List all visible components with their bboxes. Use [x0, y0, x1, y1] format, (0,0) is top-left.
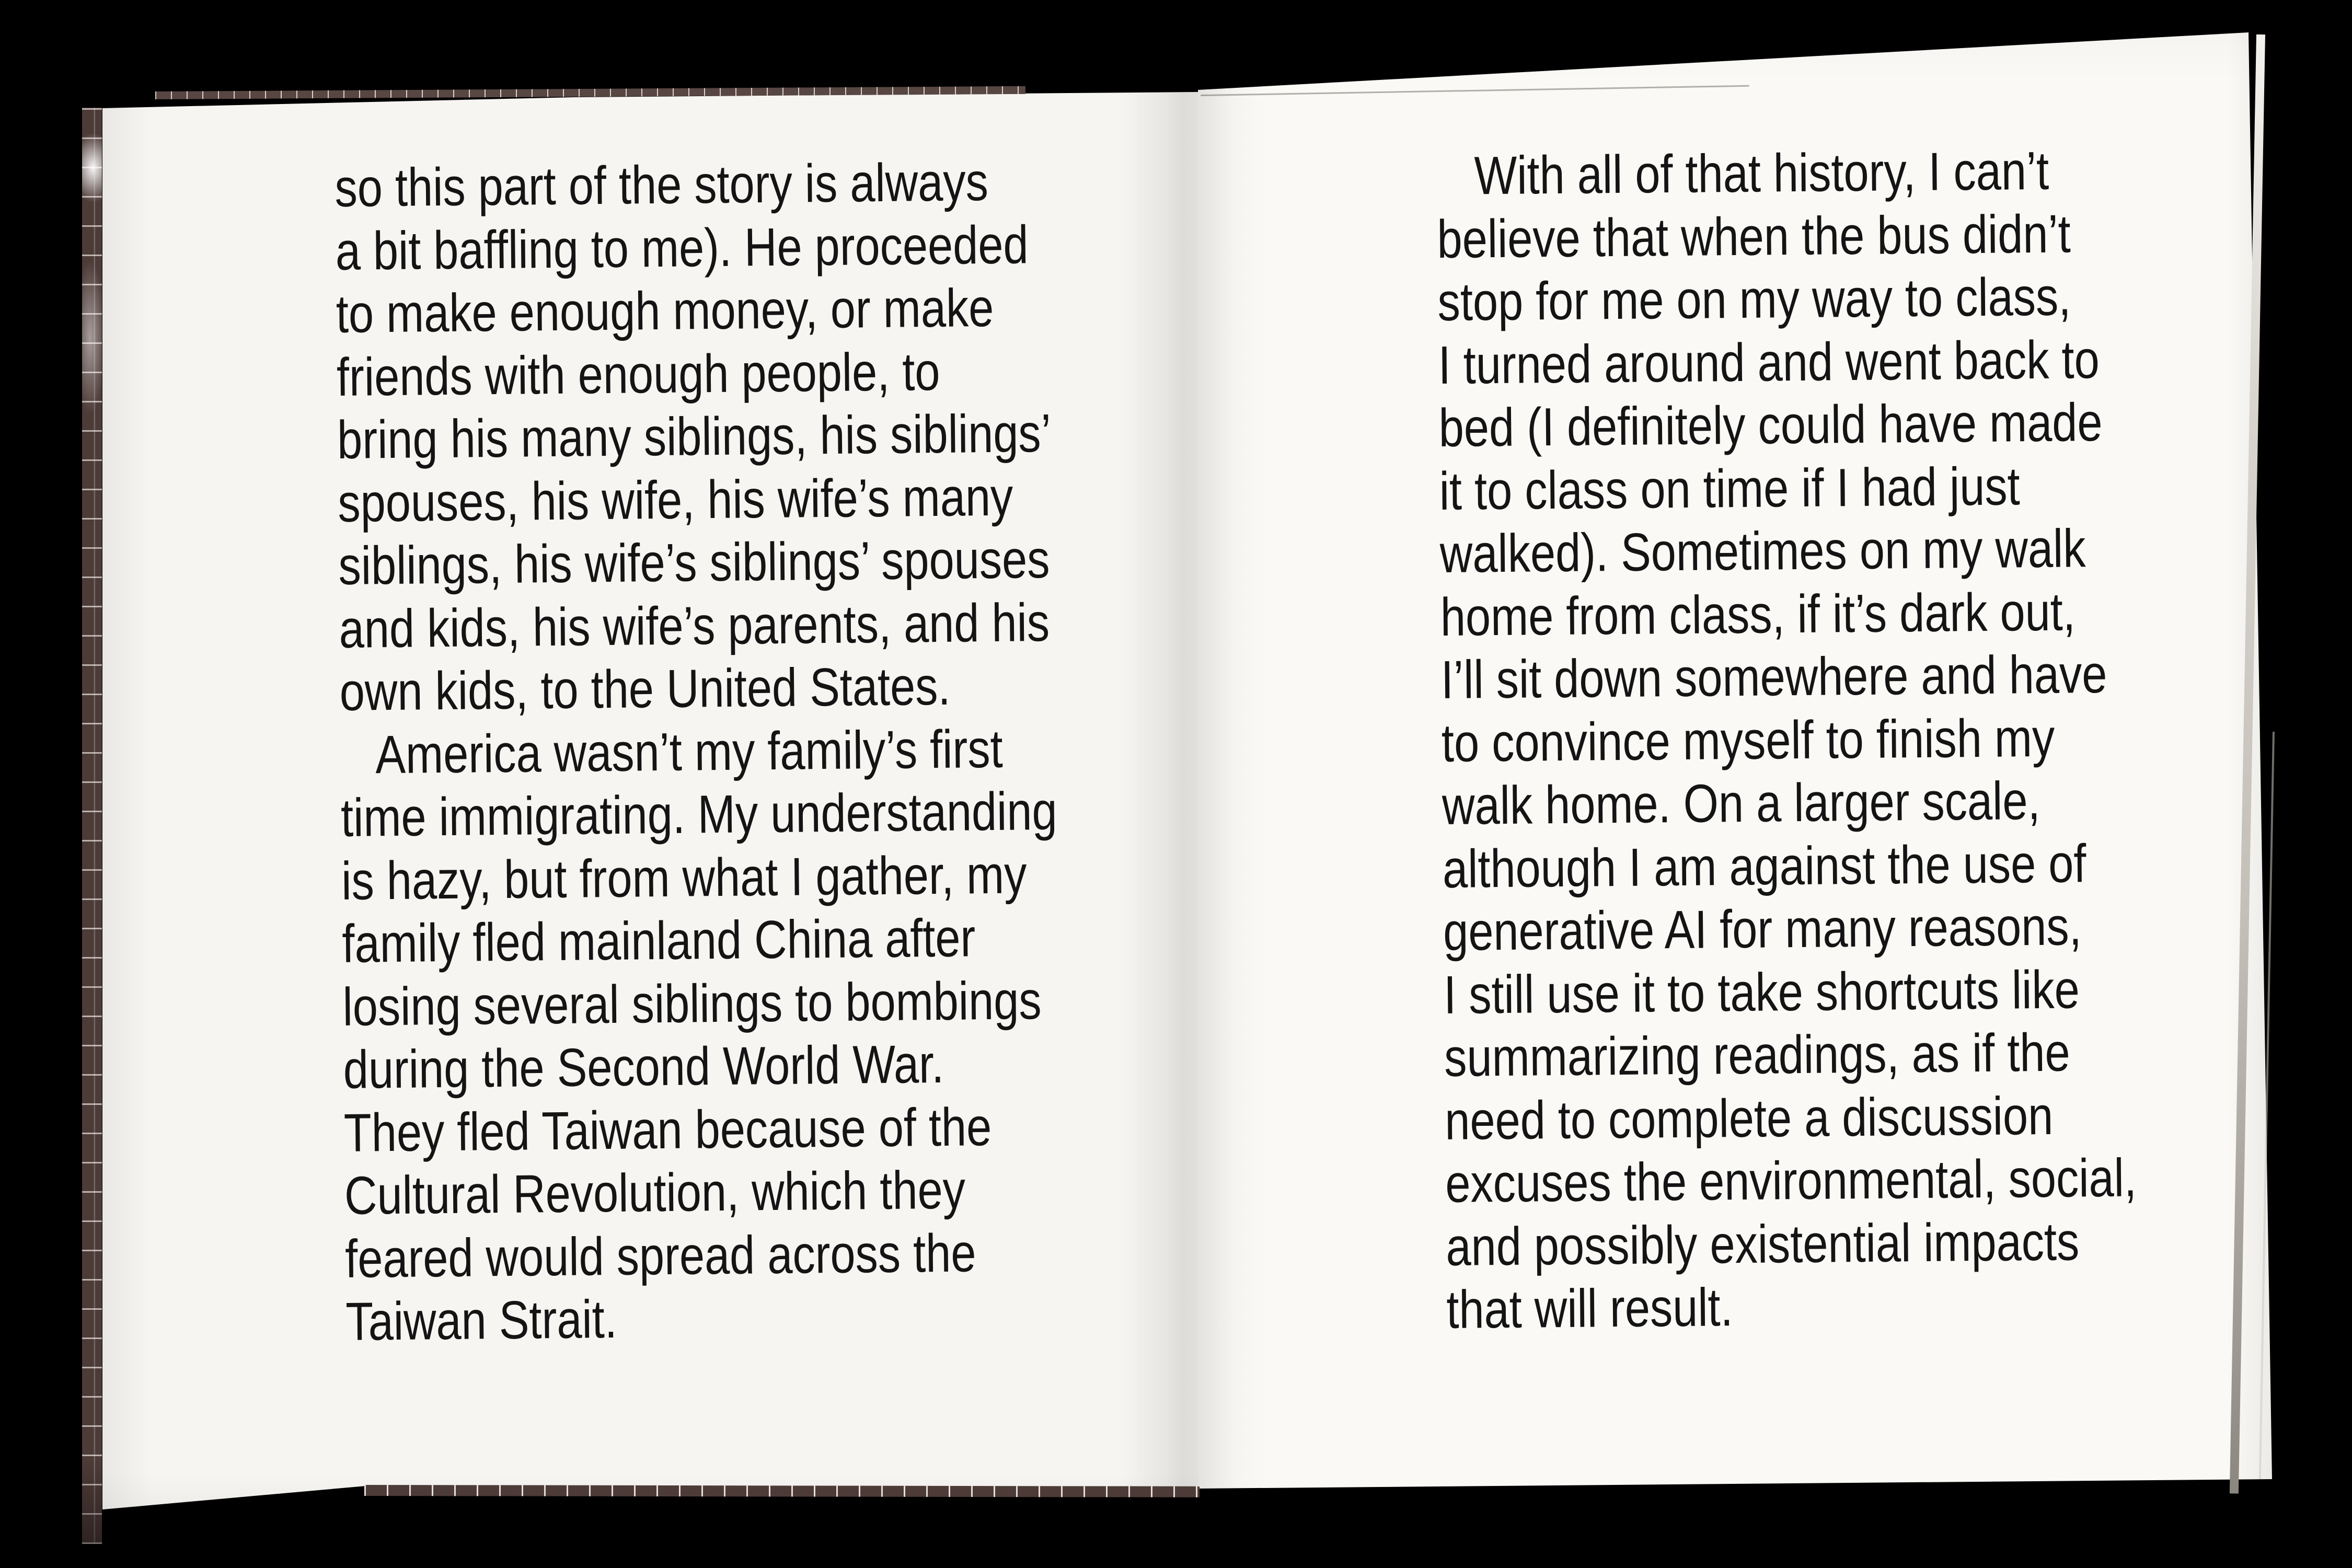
- text-line: need to complete a discussion: [1444, 1085, 2054, 1151]
- text-line: losing several siblings to bombings: [342, 970, 1042, 1037]
- text-line: believe that when the bus didn’t: [1437, 203, 2071, 269]
- text-line: I’ll sit down somewhere and have: [1440, 643, 2107, 710]
- text-line: excuses the environmental, social,: [1445, 1147, 2137, 1214]
- text-line: time immigrating. My understanding: [340, 780, 1058, 848]
- text-line: during the Second World War.: [343, 1033, 944, 1100]
- text-line: so this part of the story is always: [335, 151, 989, 218]
- text-line: friends with enough people, to: [336, 341, 940, 407]
- text-line: They fled Taiwan because of the: [343, 1096, 992, 1163]
- text-line: I still use it to take shortcuts like: [1443, 959, 2080, 1025]
- right-page-text: [1436, 139, 2138, 1341]
- text-line: is hazy, but from what I gather, my: [341, 844, 1027, 911]
- text-line: bed (I definitely could have made: [1438, 391, 2103, 458]
- text-line: America wasn’t my family’s first: [340, 718, 1004, 785]
- text-line: to convince myself to finish my: [1441, 707, 2055, 773]
- left-page-stack-edge: [82, 108, 102, 1544]
- text-line: spouses, his wife, his wife’s many: [337, 466, 1013, 533]
- text-line: generative AI for many reasons,: [1443, 896, 2082, 962]
- text-line: feared would spread across the: [344, 1222, 976, 1289]
- text-line: to make enough money, or make: [336, 277, 994, 344]
- text-line: walked). Sometimes on my walk: [1439, 518, 2086, 584]
- text-line: stop for me on my way to class,: [1437, 266, 2071, 332]
- text-line: Cultural Revolution, which they: [344, 1159, 966, 1226]
- text-line: Taiwan Strait.: [345, 1288, 618, 1352]
- text-line: siblings, his wife’s siblings’ spouses: [338, 528, 1050, 596]
- text-line: it to class on time if I had just: [1439, 455, 2021, 521]
- text-line: summarizing readings, as if the: [1444, 1022, 2071, 1088]
- text-line: although I am against the use of: [1442, 833, 2086, 899]
- text-line: bring his many siblings, his siblings’: [337, 402, 1052, 470]
- text-line: that will result.: [1446, 1277, 1734, 1340]
- bottom-page-stack-edge: [364, 1485, 1200, 1497]
- text-line: family fled mainland China after: [341, 907, 976, 974]
- text-line: own kids, to the United States.: [339, 655, 951, 722]
- text-line: a bit baffling to me). He proceeded: [335, 214, 1029, 281]
- text-line: I turned around and went back to: [1438, 329, 2100, 395]
- left-page-text: [335, 150, 1062, 1354]
- text-line: and kids, his wife’s parents, and his: [339, 592, 1050, 659]
- text-line: walk home. On a larger scale,: [1442, 770, 2040, 836]
- text-line: With all of that history, I can’t: [1436, 140, 2049, 206]
- text-line: home from class, if it’s dark out,: [1440, 581, 2076, 647]
- text-line: and possibly existential impacts: [1445, 1210, 2080, 1277]
